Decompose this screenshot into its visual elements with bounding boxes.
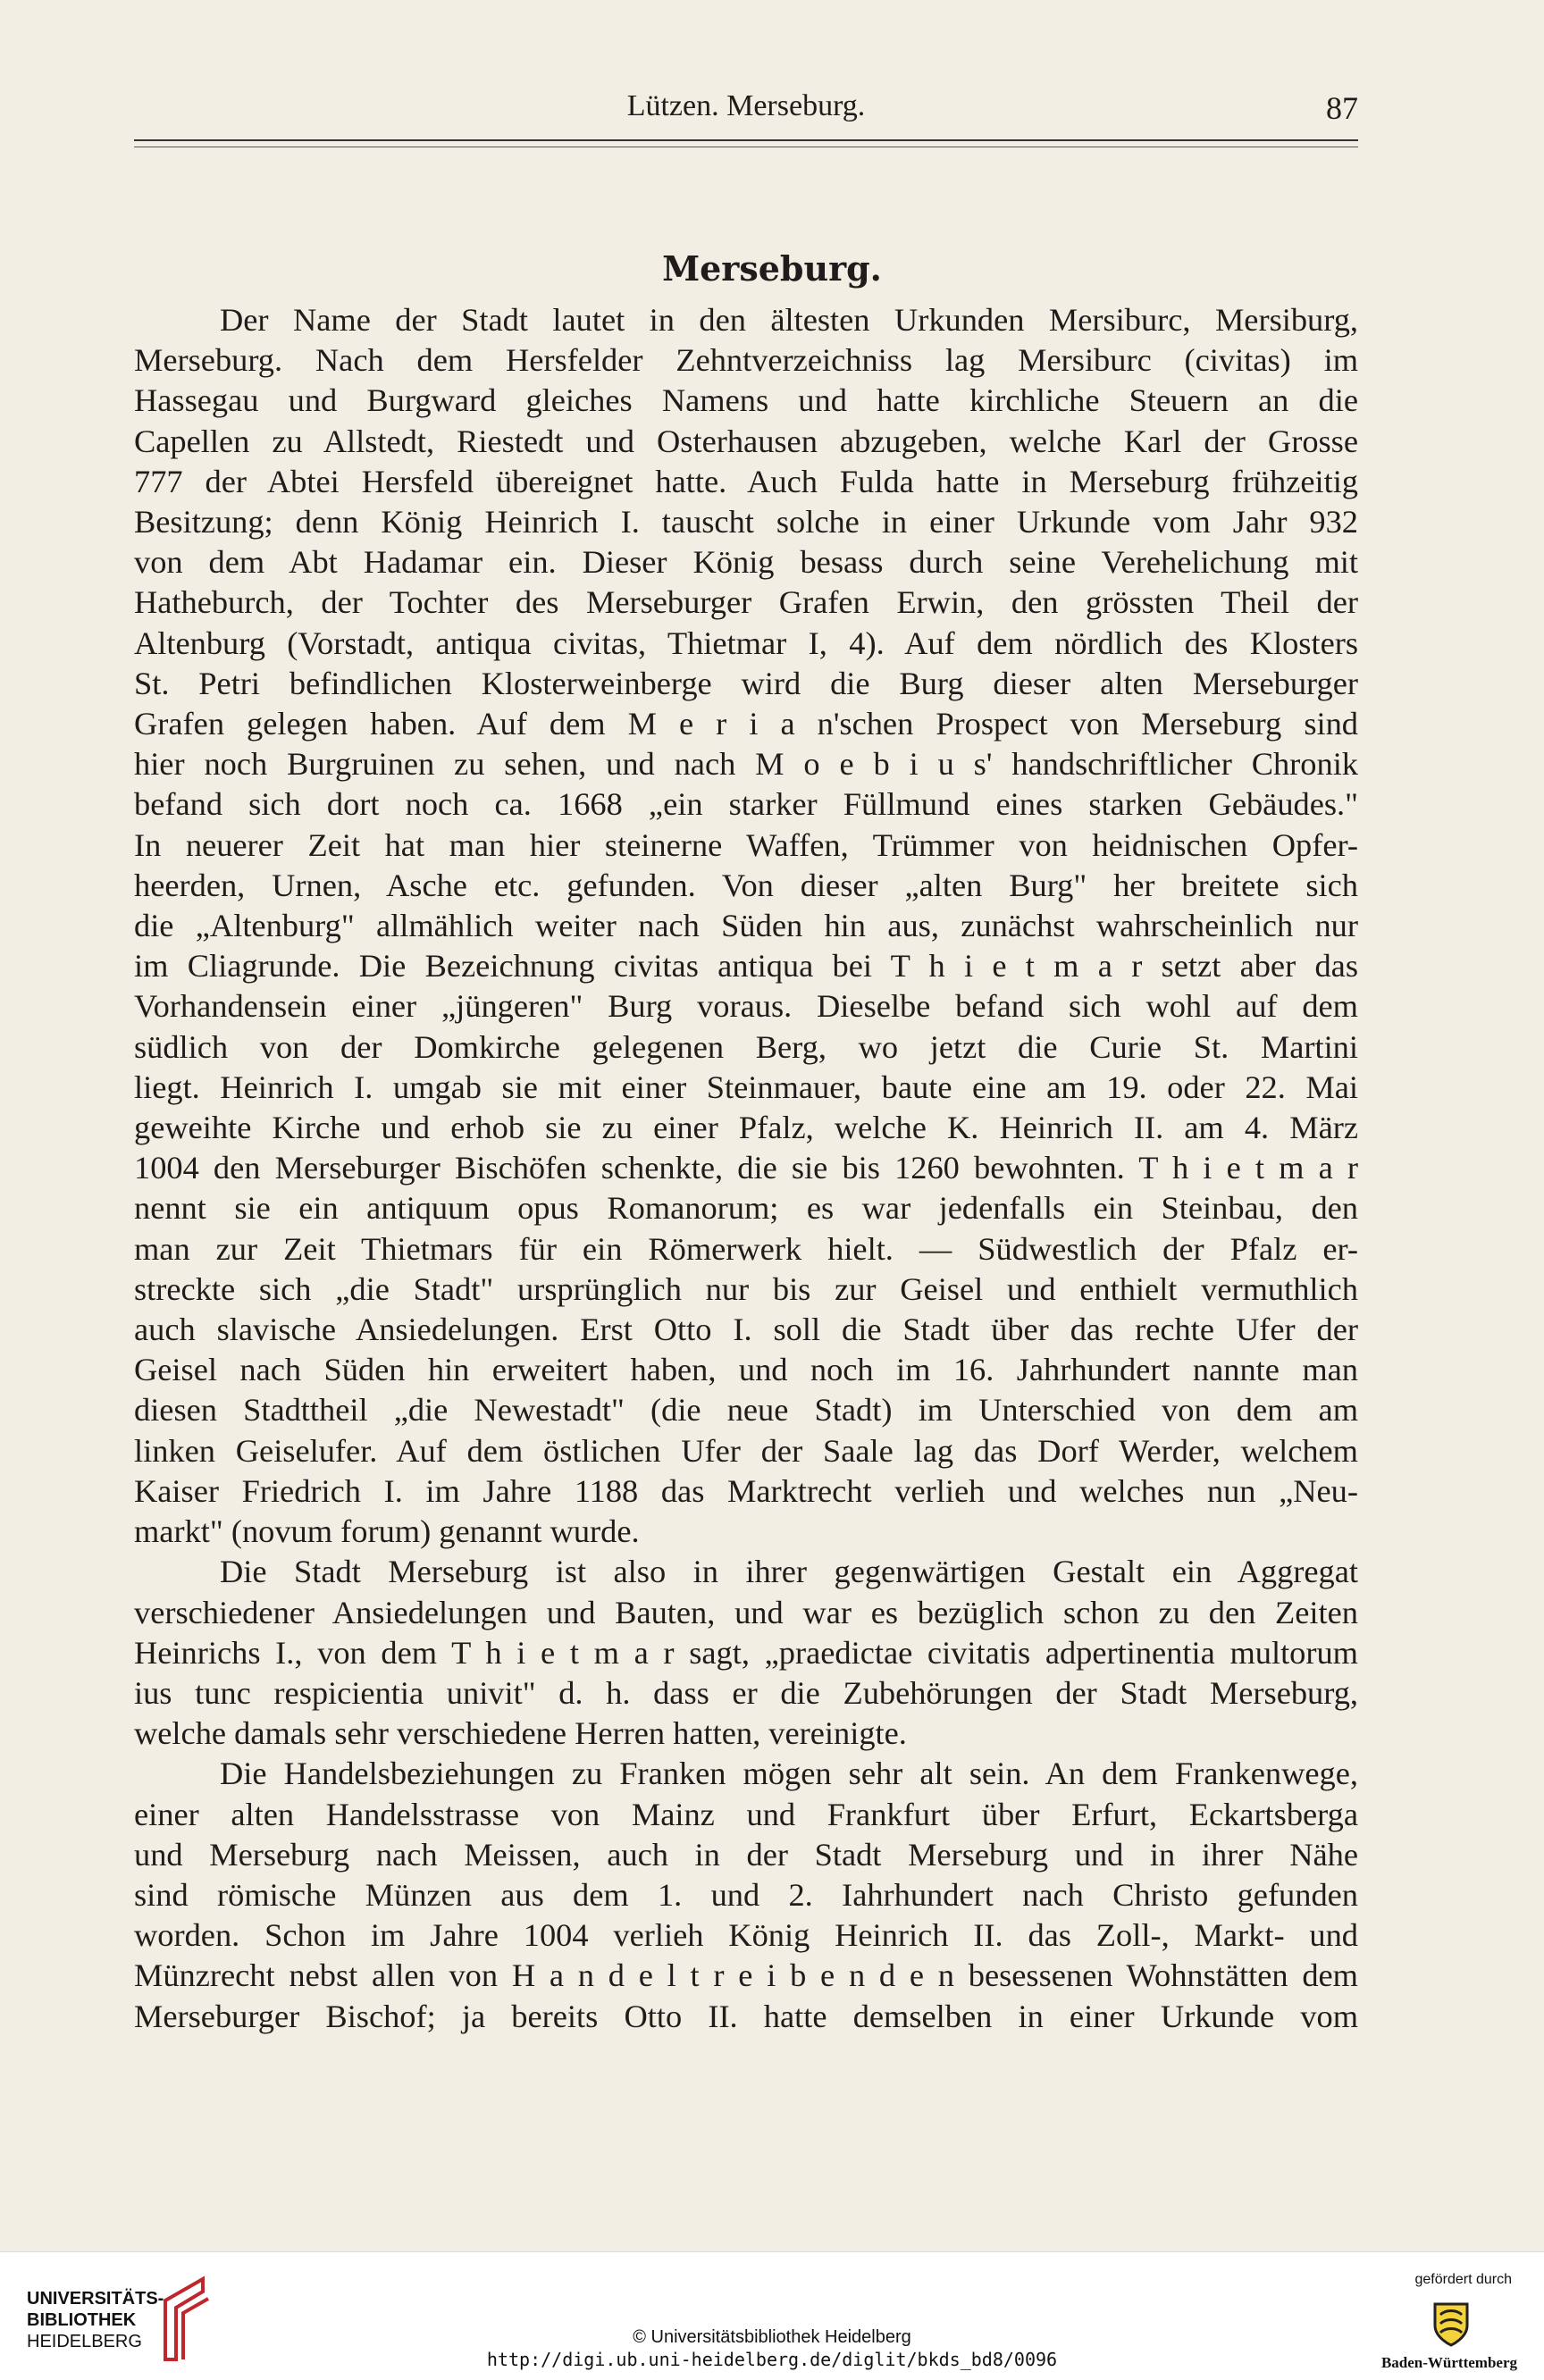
text-line: liegt. Heinrich I. umgab sie mit einer Steinmauer, baute eine am 19. oder 22. Mai — [134, 1068, 1358, 1105]
text-line: In neuerer Zeit hat man hier steinerne Waffen, Trümmer von heidnischen Opfer- — [134, 826, 1358, 863]
text-line: auch slavische Ansiedelungen. Erst Otto I. soll die Stadt über das rechte Ufer der — [134, 1312, 1358, 1348]
library-footer — [0, 2251, 1544, 2380]
text-line: Besitzung; denn König Heinrich I. tauscht solche in einer Urkunde vom Jahr 932 — [134, 504, 1358, 541]
text-line: hier noch Burgruinen zu sehen, und nach M o e b i u s' handschriftlicher Chronik — [134, 746, 1358, 783]
text-line: Heinrichs I., von dem T h i e t m a r sagt, „praedictae civitatis adpertinentia multorum — [134, 1634, 1358, 1671]
text-line: nennt sie ein antiquum opus Romanorum; es war jedenfalls ein Steinbau, den — [134, 1190, 1358, 1227]
text-line: worden. Schon im Jahre 1004 verlieh König Heinrich II. das Zoll-, Markt- und — [134, 1917, 1358, 1954]
running-title: Lützen. Merseburg. — [626, 89, 866, 122]
text-line: und Merseburg nach Meissen, auch in der Stadt Merseburg und in ihrer Nähe — [134, 1836, 1358, 1873]
text-line: Der Name der Stadt lautet in den ältesten Urkunden Mersiburc, Mersiburg, — [220, 302, 1358, 338]
text-line: Geisel nach Süden hin erweitert haben, und noch im 16. Jahrhundert nannte man — [134, 1352, 1358, 1388]
text-line: die „Altenburg" allmählich weiter nach Süden hin aus, zunächst wahrscheinlich nur — [134, 908, 1358, 944]
text-line: Die Stadt Merseburg ist also in ihrer gegenwärtigen Gestalt ein Aggregat — [220, 1554, 1358, 1590]
library-name-line3: HEIDELBERG — [27, 2332, 142, 2351]
source-url-link[interactable]: http://digi.ub.uni-heidelberg.de/diglit/bkds_bd8/0096 — [486, 2349, 1058, 2370]
text-line: diesen Stadttheil „die Newestadt" (die neue Stadt) im Unterschied von dem am — [134, 1392, 1358, 1429]
text-line: markt" (novum forum) genannt wurde. — [134, 1513, 640, 1550]
state-coat-of-arms-icon — [1430, 2299, 1473, 2349]
text-line: befand sich dort noch ca. 1668 „ein starker Füllmund eines starken Gebäudes." — [134, 786, 1358, 823]
text-line: heerden, Urnen, Asche etc. gefunden. Von dieser „alten Burg" her breitete sich — [134, 867, 1358, 903]
text-line: von dem Abt Hadamar ein. Dieser König besass durch seine Verehelichung mit — [134, 544, 1358, 581]
text-line: Die Handelsbeziehungen zu Franken mögen sehr alt sein. An dem Frankenwege, — [220, 1756, 1358, 1792]
text-line: man zur Zeit Thietmars für ein Römerwerk hielt. — Südwestlich der Pfalz er- — [134, 1230, 1358, 1267]
library-name-line1: UNIVERSITÄTS- — [27, 2289, 164, 2309]
text-line: welche damals sehr verschiedene Herren hatten, vereinigte. — [134, 1715, 907, 1752]
text-line: Kaiser Friedrich I. im Jahre 1188 das Marktrecht verlieh und welches nun „Neu- — [134, 1472, 1358, 1509]
sponsor-name: Baden-Württemberg — [1380, 2354, 1517, 2371]
text-line: verschiedener Ansiedelungen und Bauten, und war es bezüglich schon zu den Zeiten — [134, 1594, 1358, 1630]
text-line: Capellen zu Allstedt, Riestedt und Osterhausen abzugeben, welche Karl der Grosse — [134, 423, 1358, 459]
text-line: Merseburg. Nach dem Hersfelder Zehntverzeichniss lag Mersiburc (civitas) im — [134, 342, 1358, 379]
text-line: ius tunc respicientia univit" d. h. dass er die Zubehörungen der Stadt Merseburg, — [134, 1674, 1358, 1711]
text-line: Altenburg (Vorstadt, antiqua civitas, Thietmar I, 4). Auf dem nördlich des Klosters — [134, 624, 1358, 661]
text-line: Grafen gelegen haben. Auf dem M e r i a n'schen Prospect von Merseburg sind — [134, 706, 1358, 742]
text-line: Vorhandensein einer „jüngeren" Burg voraus. Dieselbe befand sich wohl auf dem — [134, 988, 1358, 1025]
text-line: 777 der Abtei Hersfeld übereignet hatte. Auch Fulda hatte in Merseburg frühzeitig — [134, 463, 1358, 499]
text-line: Münzrecht nebst allen von H a n d e l t r e i b e n d e n besessenen Wohnstätten dem — [134, 1957, 1358, 1994]
text-line: streckte sich „die Stadt" ursprünglich nur bis zur Geisel und enthielt vermuthlich — [134, 1270, 1358, 1307]
page-number: 87 — [1326, 90, 1358, 126]
text-line: St. Petri befindlichen Klosterweinberge wird die Burg dieser alten Merseburger — [134, 665, 1358, 701]
sponsor-label: gefördert durch — [1414, 2272, 1512, 2287]
library-name-line2: BIBLIOTHEK — [27, 2310, 137, 2330]
text-line: einer alten Handelsstrasse von Mainz und Frankfurt über Erfurt, Eckartsberga — [134, 1796, 1358, 1832]
text-line: 1004 den Merseburger Bischöfen schenkte, die sie bis 1260 bewohnten. T h i e t m a r — [134, 1150, 1358, 1186]
body-text — [134, 300, 1358, 2037]
running-head — [134, 89, 1358, 134]
text-line: Hassegau und Burgward gleiches Namens und hatte kirchliche Steuern an die — [134, 382, 1358, 419]
section-title: Merseburg. — [662, 248, 882, 289]
text-line: geweihte Kirche und erhob sie zu einer Pfalz, welche K. Heinrich II. am 4. März — [134, 1110, 1358, 1146]
text-line: Hatheburch, der Tochter des Merseburger Grafen Erwin, den grössten Theil der — [134, 584, 1358, 621]
text-line: im Cliagrunde. Die Bezeichnung civitas antiqua bei T h i e t m a r setzt aber das — [134, 948, 1358, 985]
copyright-notice: © Universitätsbibliothek Heidelberg — [633, 2327, 911, 2347]
text-line: linken Geiselufer. Auf dem östlichen Ufer der Saale lag das Dorf Werder, welchem — [134, 1432, 1358, 1469]
header-rule — [134, 139, 1358, 147]
text-line: sind römische Münzen aus dem 1. und 2. Iahrhundert nach Christo gefunden — [134, 1876, 1358, 1913]
text-line: Merseburger Bischof; ja bereits Otto II. hatte demselben in einer Urkunde vom — [134, 1998, 1358, 2034]
text-line: südlich von der Domkirche gelegenen Berg, wo jetzt die Curie St. Martini — [134, 1028, 1358, 1065]
